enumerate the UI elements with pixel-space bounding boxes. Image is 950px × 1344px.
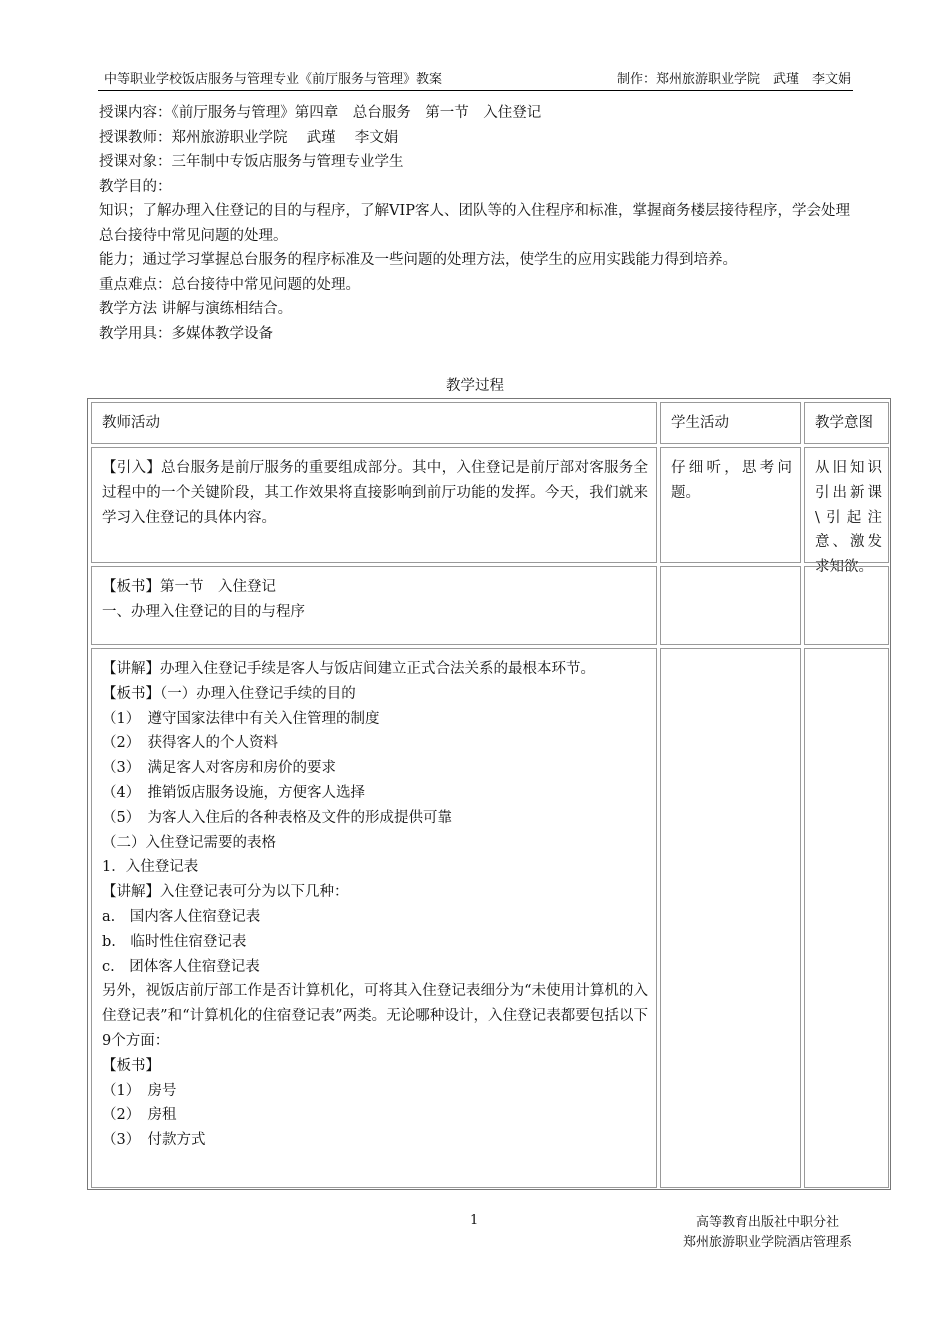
- header-intent: 教学意图: [804, 402, 889, 444]
- meta-content: 授课内容：《前厅服务与管理》第四章 总台服务 第一节 入住登记: [99, 105, 542, 121]
- row1-intent: 从旧知识引出新课\引起注意、激发求知欲。: [804, 447, 889, 563]
- row3-line: （二）入住登记需要的表格: [102, 834, 276, 851]
- row2-line2: 一、办理入住登记的目的与程序: [102, 603, 305, 620]
- lesson-meta: [99, 101, 859, 346]
- meta-ability: 能力；通过学习掌握总台服务的程序标准及一些问题的处理方法，使学生的应用实践能力得到培养。: [99, 252, 737, 268]
- row3-paragraph: 另外，视饭店前厅部工作是否计算机化，可将其入住登记表细分为“未使用计算机的入住登记表”和“计算机化的住宿登记表”两类。无论哪种设计，入住登记表都要包括以下9个方面：: [102, 983, 648, 1049]
- meta-tools: 教学用具：多媒体教学设备: [99, 325, 273, 342]
- teaching-process-table: [87, 398, 891, 1190]
- row3-line: a. 国内客人住宿登记表: [102, 908, 261, 925]
- row3-line: （4） 推销饭店服务设施，方便客人选择: [102, 784, 365, 801]
- row2-teacher: [91, 566, 657, 645]
- row3-line: b. 临时性住宿登记表: [102, 933, 247, 950]
- row3-line: 【板书】（一）办理入住登记手续的目的: [102, 685, 356, 702]
- footer-credits: [683, 1213, 852, 1253]
- row2-student: [660, 566, 801, 645]
- row3-line: （1） 遵守国家法律中有关入住管理的制度: [102, 710, 380, 727]
- header-student: 学生活动: [660, 402, 801, 444]
- row2-intent: [804, 566, 889, 645]
- row3-line: 【讲解】入住登记表可分为以下几种：: [102, 884, 349, 901]
- row3-line: c. 团体客人住宿登记表: [102, 958, 260, 975]
- table-caption: 教学过程: [446, 378, 504, 394]
- header-teacher: 教师活动: [91, 402, 657, 444]
- page-number: 1: [470, 1213, 479, 1228]
- row3-teacher: [91, 648, 657, 1188]
- meta-focus: 重点难点：总台接待中常见问题的处理。: [99, 276, 360, 293]
- meta-audience: 授课对象：三年制中专饭店服务与管理专业学生: [99, 154, 404, 170]
- footer-publisher: 高等教育出版社中职分社: [695, 1215, 839, 1230]
- row2-line1: 【板书】第一节 入住登记: [102, 579, 276, 595]
- row3-line: （5） 为客人入住后的各种表格及文件的形成提供可靠: [102, 809, 452, 826]
- header-left: 中等职业学校饭店服务与管理专业《前厅服务与管理》教案: [104, 72, 443, 87]
- row3-line: （1） 房号: [102, 1082, 177, 1099]
- meta-purpose: 教学目的：: [99, 178, 172, 195]
- row3-intro: 【讲解】办理入住登记手续是客人与饭店间建立正式合法关系的最根本环节。: [102, 661, 595, 677]
- row3-line: （3） 付款方式: [102, 1132, 206, 1149]
- row3-line: 【板书】: [102, 1057, 160, 1074]
- meta-method: 教学方法 讲解与演练相结合。: [99, 301, 293, 317]
- header-right: 制作：郑州旅游职业学院 武瑾 李文娟: [616, 72, 851, 87]
- row3-intent: [804, 648, 889, 1188]
- row3-line: （2） 获得客人的个人资料: [102, 735, 278, 752]
- meta-knowledge: 知识；了解办理入住登记的目的与程序，了解VIP客人、团队等的入住程序和标准，掌握商务楼层接待程序，学会处理总台接待中常见问题的处理。: [99, 203, 850, 244]
- row3-student: [660, 648, 801, 1188]
- row3-line: 1．入住登记表: [102, 859, 199, 876]
- footer-dept: 郑州旅游职业学院酒店管理系: [682, 1235, 852, 1250]
- page-header: [98, 70, 853, 91]
- row1-teacher: 【引入】总台服务是前厅服务的重要组成部分。其中，入住登记是前厅部对客服务全过程中的一个关键阶段，其工作效果将直接影响到前厅功能的发挥。今天，我们就来学习入住登记的具体内容。: [91, 447, 657, 563]
- row3-line: （3） 满足客人对客房和房价的要求: [102, 760, 336, 777]
- row3-line: （2） 房租: [102, 1107, 177, 1124]
- row1-student: 仔细听，思考问题。: [660, 447, 801, 563]
- meta-teacher: 授课教师：郑州旅游职业学院 武瑾 李文娟: [99, 129, 399, 146]
